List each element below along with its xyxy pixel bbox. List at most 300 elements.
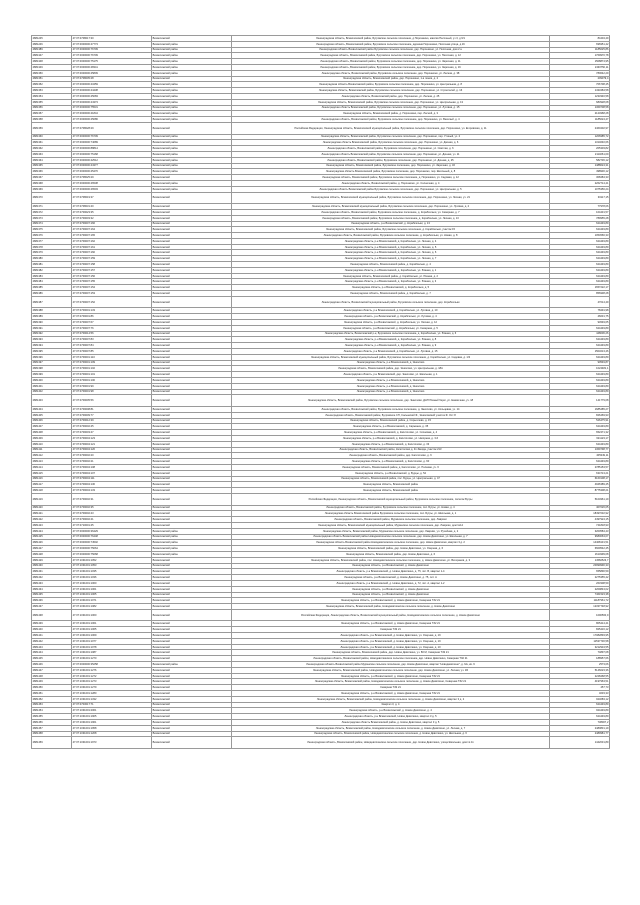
address: Ленинградская область, Всеволожский район, Мурмнское сельское поселение, дер. Лаврики xyxy=(232,517,550,523)
value: 825416,12 xyxy=(550,627,610,633)
value: 624449,89 xyxy=(550,250,610,256)
cadastral-number: 47:07:0000000:76709 xyxy=(72,134,152,140)
row-number: 2881360 xyxy=(32,134,72,140)
address: Ленинградская область, р-н Всеволожский, д. Новое Девяткино, д. 75, лит. В, квартал 1-4 xyxy=(232,569,550,575)
row-number: 2881368 xyxy=(32,180,72,186)
row-number: 2881361 xyxy=(32,140,72,146)
district: Всеволожский xyxy=(152,505,232,511)
row-number: 2881407 xyxy=(32,424,72,430)
row-number: 2881402 xyxy=(32,389,72,395)
row-number: 2881458 xyxy=(32,731,72,737)
cadastral-number: 47:07:0709004:121 xyxy=(72,441,152,447)
district: Всеволожский xyxy=(152,720,232,726)
row-number: 2881387 xyxy=(32,296,72,308)
row-number: 2881382 xyxy=(32,267,72,273)
cadastral-number: 47:07:1031001:2061 xyxy=(72,708,152,714)
district: Всеволожский xyxy=(152,76,232,82)
district: Всеволожский xyxy=(152,575,232,581)
district: Всеволожский район xyxy=(152,146,232,152)
value: 2209843,02 xyxy=(550,586,610,592)
value: 624449,89 xyxy=(550,372,610,378)
row-number: 2881367 xyxy=(32,175,72,181)
table-row xyxy=(32,122,610,134)
cadastral-number: 47:07:0709007:162 xyxy=(72,238,152,244)
row-number: 2881358 xyxy=(32,117,72,123)
cadastral-number: 47:07:0709007:84 xyxy=(72,343,152,349)
district: Всеволожский xyxy=(152,714,232,720)
address: Ленинградская область, р-н Всеволожский, д. Корабсельки, ул. Южная, д. 3 xyxy=(232,279,550,285)
value: 624449,89 xyxy=(550,702,610,708)
row-number: 2881415 xyxy=(32,470,72,476)
cadastral-number: 47:07:0709004:107 xyxy=(72,470,152,476)
address: Ленинградская область, Всеволожский район, Бугровское сельское поселение, д. Корабсельки, участок 15 xyxy=(232,227,550,233)
row-number: 2881442 xyxy=(32,638,72,644)
district: Всеволожский район xyxy=(152,41,232,47)
cadastral-number: 47:07:0709008:81 xyxy=(72,407,152,413)
district: Всеволожский xyxy=(152,308,232,314)
row-number: 2881353 xyxy=(32,88,72,94)
value: 624449,89 xyxy=(550,424,610,430)
district: Всеволожский район xyxy=(152,64,232,70)
address: Ленинградская область, р-н Всеволожский, д. Корабсельки, д. 13 xyxy=(232,221,550,227)
district: Всеволожский район xyxy=(152,528,232,534)
cadastral-number: 47:07:0709001:86 xyxy=(72,314,152,320)
value: 1206985,72 xyxy=(550,134,610,140)
row-number: 2881355 xyxy=(32,99,72,105)
address: Ленинградская область, р-н Всеволожский, д. Сарженка, д. 35 xyxy=(232,424,550,430)
address: Ленинградская область, Всеволожский район, Бугровское сельское поселение, д. Энколово, ул. Кольцевая, уч. 14 xyxy=(232,407,550,413)
value: 2124968,28 xyxy=(550,111,610,117)
value: 738007,2 xyxy=(550,720,610,726)
value: 624449,89 xyxy=(550,378,610,384)
address: Ленинградская область, Всеволожский район, Бугровское сельское поселение, дер. Порошкино, ул. Строителей, д. 16 xyxy=(232,88,550,94)
district: Всеволожский xyxy=(152,447,232,453)
address: Ленинградская область, Всеволожский район, Новодевяткинское сельское поселение, д. Новое Девяткино, ул. Школьная, д. 6 xyxy=(232,731,550,737)
address: Ленинградская область, Всеволожский район, пос. Бурцы, ул. Центральная, д. 47 xyxy=(232,476,550,482)
value: 2573,06 xyxy=(550,662,610,668)
cadastral-number: 47:07:0709007:85 xyxy=(72,349,152,355)
cadastral-number: 47:07:0709007:156 xyxy=(72,273,152,279)
row-number: 2881396 xyxy=(32,354,72,360)
address: Ленинградская область, р-н Всеволожский, д. Энколово xyxy=(232,378,550,384)
value: 624449,89 xyxy=(550,325,610,331)
address: Ленинградская область, р-н Всеволожский, д. Новое Девяткино, ул. Озерная, д. 10 xyxy=(232,644,550,650)
cadastral-number: 47:07:0709001:109 xyxy=(72,360,152,366)
cadastral-number: 47:07:1031001:1272 xyxy=(72,673,152,679)
address: Ленинградская область, р-н Всеволожский, д. Корабсельки, ул. Лесная, д. 12 xyxy=(232,320,550,326)
value: 856938,28 xyxy=(550,291,610,297)
value: 1233346,58 xyxy=(550,93,610,99)
address: Ленинградская область Всеволожский район Новодевяткинское сельское поселение, дер. Новое Девяткино, ул. Школьная, д. 7 xyxy=(232,534,550,540)
value: 1433484,58 xyxy=(550,88,610,94)
table-row xyxy=(32,296,610,308)
address: Ленинградская область, Всеволожский муниципальный район, Бугровское сельское поселение, дер. Порошкино, ул. Лесная, уч. 21 xyxy=(232,192,550,204)
row-number: 2881372 xyxy=(32,209,72,215)
district: Всеволожский район xyxy=(152,59,232,65)
table-row xyxy=(32,395,610,407)
district: Всеволожский xyxy=(152,192,232,204)
district: Всеволожский xyxy=(152,407,232,413)
address: Ленинградская область, р-н Всеволожский, д. Корабсельки, ул. Южная, д. 1 xyxy=(232,267,550,273)
row-number: 2881453 xyxy=(32,702,72,708)
address: Ленинградская область, р-н Всеволожский, д. Капитолово, ул. Сосновая, д. 4 xyxy=(232,430,550,436)
district: Всеволожский xyxy=(152,221,232,227)
value: 706708,45 xyxy=(550,82,610,88)
row-number: 2881421 xyxy=(32,511,72,517)
row-number: 2881457 xyxy=(32,725,72,731)
district: Всеволожский xyxy=(152,360,232,366)
row-number: 2881412 xyxy=(32,453,72,459)
district: Всеволожский xyxy=(152,122,232,134)
district: Всеволожский xyxy=(152,667,232,673)
row-number: 2881381 xyxy=(32,262,72,268)
row-number: 2881413 xyxy=(32,459,72,465)
cadastral-number: 47:07:0709002:35 xyxy=(72,505,152,511)
row-number: 2881445 xyxy=(32,656,72,662)
row-number: 2881408 xyxy=(32,430,72,436)
address: Ленинградская область Всеволожский район, д. Новое Девяткино, квартал 3 д. 5 xyxy=(232,720,550,726)
cadastral-number: 47:07:0709004:108 xyxy=(72,464,152,470)
row-number: 2881436 xyxy=(32,598,72,604)
row-number: 2881416 xyxy=(32,476,72,482)
address: Ленинградская область Всеволожский район Новодевяткинское сельское поселение, дер. Новое Девяткино, квартал 3 д. 2 xyxy=(232,540,550,546)
value: 624449,89 xyxy=(550,279,610,285)
district: Всеволожский xyxy=(152,430,232,436)
cadastral-number: 47:07:1031001:1035 xyxy=(72,569,152,575)
address: Ленинградская область, Всеволожский район, Бугровское поселение, дер. Порошкино, ул. Дачная, д. 25 xyxy=(232,157,550,163)
row-number: 2881438 xyxy=(32,609,72,621)
value: 1657222,17 xyxy=(550,285,610,291)
row-number: 2881393 xyxy=(32,337,72,343)
table-body xyxy=(32,36,610,749)
district: Всеволожский xyxy=(152,737,232,749)
district: Всеволожский xyxy=(152,383,232,389)
value: 2275355,42 xyxy=(550,575,610,581)
address: Ленинградская область, Всеволожский район, Бугровское сельское поселение, д.Порошкино, массив Песочный, уч 3, д 6/1 xyxy=(232,36,550,42)
cadastral-number: 47:07:1031001:1078 xyxy=(72,644,152,650)
cadastral-number: 47:07:1031001:1973 xyxy=(72,737,152,749)
value: 18497032,92 xyxy=(550,511,610,517)
cadastral-number: 47:07:0000000:45476 xyxy=(72,169,152,175)
row-number: 2881385 xyxy=(32,285,72,291)
address: Ленинградская область, р-н Всеволожский, д. Новое Девяткино, Северная ТЗ2 21 xyxy=(232,621,550,627)
district: Всеволожский xyxy=(152,522,232,528)
cadastral-number: 47:07:1031001:1061 xyxy=(72,586,152,592)
value: 263308,59 xyxy=(550,580,610,586)
address: Ленинградская область, Всеволожский район, Бугровское сельское поселение, дер. Порошкино, ул. Заречная, д. 11 xyxy=(232,59,550,65)
value: 1369708,58 xyxy=(550,105,610,111)
cadastral-number: 47:07:1031001:1061 xyxy=(72,621,152,627)
value: 5146023,36 xyxy=(550,667,610,673)
district: Всеволожский xyxy=(152,470,232,476)
row-number: 2881352 xyxy=(32,82,72,88)
value: 1185625,86 xyxy=(550,47,610,53)
address: Ленинградская область, Всеволожский район, д. Корабсельки, ул. Южная, д. 2 xyxy=(232,273,550,279)
document-page xyxy=(31,35,609,749)
value: 624449,89 xyxy=(550,256,610,262)
value: 655890,59 xyxy=(550,569,610,575)
address: Ленинградская область, Всеволожский район, дер. Энколово, ул. Центральная, д. 18А xyxy=(232,366,550,372)
cadastral-number: 47:07:0709007:160 xyxy=(72,250,152,256)
district: Всеволожский xyxy=(152,320,232,326)
district: Всеволожский район xyxy=(152,186,232,192)
cadastral-number: 47:07:0000000:45086 xyxy=(72,117,152,123)
row-number: 2881459 xyxy=(32,737,72,749)
value: 46631,75 xyxy=(550,314,610,320)
row-number: 2881437 xyxy=(32,604,72,610)
address: Ленинградская область, Всеволожский район, д. Капитолово, ул. Полевая, уч. 6 xyxy=(232,464,550,470)
cadastral-number: 47:07:0709002:21 xyxy=(72,459,152,465)
address: Ленинградская область, Всеволожский район, Бугровское сельское поселение, деревня Порошкино, Песочная улица, д.16 xyxy=(232,41,550,47)
value: 30117,15 xyxy=(550,192,610,204)
value: 1185624,47 xyxy=(550,117,610,123)
cadastral-number: 47:07:1031001:1077 xyxy=(72,638,152,644)
value: 624449,89 xyxy=(550,389,610,395)
address: Российская Федерация, Ленинградская область, Всеволожский муниципальный район, Бугровское сельское поселение, дер. Порошкино, ул. Егоровская, д. 11 xyxy=(232,122,550,134)
cadastral-number: 47:07:0708031:40 xyxy=(72,204,152,210)
row-number: 2881426 xyxy=(32,540,72,546)
cadastral-number: 47:07:0709007:67 xyxy=(72,320,152,326)
address: Ленинградская область Всеволожский район Мурмнское сельское поселение, дер. Новое Девяткино, квартал "Новодевяткино", д. 6/н, кв. 9 xyxy=(232,662,550,668)
address: Ленинградская область, Всеволожский район, дер. Новое Девяткино, уч. 80 М, Северная ТЗ2 21 xyxy=(232,650,550,656)
address: Ленинградская область, р-н Всеволожский, д. Капитолово, д. 60 xyxy=(232,459,550,465)
row-number: 2881245 xyxy=(32,36,72,42)
address: Ленинградская область, р-н Всеволожский, д. Бурцы, д. 54 xyxy=(232,470,550,476)
district: Всеволожский xyxy=(152,691,232,697)
address: Ленинградская область, Всеволожский район, Бугровское сельское поселение, д. Порошкино, ул. Садовая, д. 12 xyxy=(232,175,550,181)
district: Всеволожский xyxy=(152,418,232,424)
address: Ленинградская область Всеволожский район, Бугровское сельское поселение, дер. Порошкино, ул. Луговая, д. 15 xyxy=(232,105,550,111)
row-number: 2881450 xyxy=(32,685,72,691)
cadastral-number: 47:07:0000000:41844 xyxy=(72,111,152,117)
address: Ленинградская область, Всеволожский район, Новодевяткинское сельское поселение, дер. Новое Девяткино, ул. Лесная, уч. 1Б xyxy=(232,667,550,673)
value: 5104961,19 xyxy=(550,493,610,505)
value: 9680063,07 xyxy=(550,534,610,540)
district: Всеволожский xyxy=(152,586,232,592)
row-number: 2881439 xyxy=(32,621,72,627)
district: Всеволожский район xyxy=(152,82,232,88)
district: Всеволожский район xyxy=(152,105,232,111)
row-number: 2881380 xyxy=(32,256,72,262)
row-number: 2881444 xyxy=(32,650,72,656)
cadastral-number: 47:07:1031001:1065 xyxy=(72,627,152,633)
value: 308484,33 xyxy=(550,175,610,181)
address: Ленинградская область Всеволожский район, Бугровское сельское поселение, дер. Порошкино, ул. Центральная, д. 8 xyxy=(232,82,550,88)
value: 1442031,89 xyxy=(550,737,610,749)
value: 683928,08 xyxy=(550,99,610,105)
row-number: 2881425 xyxy=(32,534,72,540)
district: Всеволожский xyxy=(152,36,232,42)
cadastral-number: 47:07:0000000:45809 xyxy=(72,70,152,76)
table-row xyxy=(32,609,610,621)
value: 624449,89 xyxy=(550,221,610,227)
row-number: 2881351 xyxy=(32,76,72,82)
district: Всеволожский район xyxy=(152,662,232,668)
row-number: 2881419 xyxy=(32,493,72,505)
table-row xyxy=(32,737,610,749)
address: Ленинградская область Всеволожский район Бугровское сельское поселение, дер. Порошкино, ул. Центральная, д. 5 xyxy=(232,186,550,192)
cadastral-number: 47:07:0709023:35 xyxy=(72,209,152,215)
cadastral-number: 47:07:1031001:1905 xyxy=(72,714,152,720)
value: 3200584,43 xyxy=(550,528,610,534)
cadastral-number: 47:07:0709004:130 xyxy=(72,482,152,488)
address: Ленинградская область, р-н Всеволожский, д. Корабсельки, ул. Лесная, д. 5 xyxy=(232,244,550,250)
district: Всеволожский xyxy=(152,557,232,563)
district: Всеволожский xyxy=(152,656,232,662)
row-number: 2881384 xyxy=(32,279,72,285)
district: Всеволожский район xyxy=(152,157,232,163)
row-number: 2881392 xyxy=(32,331,72,337)
district: Всеволожский xyxy=(152,238,232,244)
cadastral-number: 47:07:1031001:1082 xyxy=(72,604,152,610)
district: Всеволожский xyxy=(152,482,232,488)
district: Всеволожский xyxy=(152,464,232,470)
district: Всеволожский xyxy=(152,621,232,627)
row-number: 2881379 xyxy=(32,250,72,256)
cadastral-number: 47:07:0000000:74502 xyxy=(72,540,152,546)
row-number: 2881357 xyxy=(32,111,72,117)
row-number: 2881400 xyxy=(32,378,72,384)
row-number: 2881395 xyxy=(32,349,72,355)
district: Всеволожский xyxy=(152,354,232,360)
address: Ленинградская область, Всеволожский район, пос. Новодевяткинское сельское поселение, д. Новое Девяткино, ул. Ветеранов, д. 3 xyxy=(232,557,550,563)
district: Всеволожский xyxy=(152,604,232,610)
address: Ленинградская область, Всеволожский район, дер. Новое Девяткино, д. 6 xyxy=(232,551,550,557)
district: Всеволожский xyxy=(152,488,232,494)
row-number: 2881434 xyxy=(32,586,72,592)
value: 14582523,7 xyxy=(550,557,610,563)
address: Ленинградская область, Всеволожский район, дер. Порошкино, 1-я линия, д. 2 xyxy=(232,76,550,82)
district: Всеволожский xyxy=(152,267,232,273)
cadastral-number: 47:07:0709007:165 xyxy=(72,233,152,239)
row-number: 2881454 xyxy=(32,708,72,714)
district: Всеволожский xyxy=(152,256,232,262)
value: 2430750,11 xyxy=(550,64,610,70)
row-number: 2881397 xyxy=(32,360,72,366)
district: Всеволожский xyxy=(152,378,232,384)
address: Ленинградская область, р-н Всеволожский, д. Корабсельки, ул. Лесная, д. 6 xyxy=(232,250,550,256)
value: 652471,32 xyxy=(550,430,610,436)
cadastral-number: 47:07:0709001:98 xyxy=(72,389,152,395)
address: Ленинградская область, р-н Всеволожский, д. Новое Девяткино, д. 75, лит. А xyxy=(232,575,550,581)
row-number: 2881389 xyxy=(32,314,72,320)
address: Ленинградская область, Всеволожский район, дер. Капитолово, д. 6 xyxy=(232,453,550,459)
table-row xyxy=(32,493,610,505)
district: Всеволожский район xyxy=(152,151,232,157)
address: Ленинградская область, Всеволожский район xyxy=(232,482,550,488)
address: Ленинградская область, Всеволожский район, Бугровское сельское поселение, дер. Порошкино, ул. Веселый, д. 4 xyxy=(232,117,550,123)
address: Ленинградская область, Всеволожский район, д. Сярьгелево, д. 15 xyxy=(232,418,550,424)
value: 3212934,55 xyxy=(550,644,610,650)
value: 582736,12 xyxy=(550,157,610,163)
value: 7461523,38 xyxy=(550,592,610,598)
address: Ленинградская область, р-н Всеволожский, д. Корабсельки, д. 5 xyxy=(232,285,550,291)
value: 624449,89 xyxy=(550,262,610,268)
district: Всеволожский xyxy=(152,638,232,644)
row-number: 2881411 xyxy=(32,447,72,453)
district: Всеволожский xyxy=(152,644,232,650)
value: 826469,93 xyxy=(550,412,610,418)
address: Ленинградская область, Всеволожский район, д. Корабсельки, д. 4 xyxy=(232,262,550,268)
district: Всеволожский xyxy=(152,331,232,337)
address: Ленинградская область, Всеволожский муниципальный район, Бугровское сельское поселение, дер. Корабсельки xyxy=(232,296,550,308)
address: Ленинградская область, Всеволожский район, Бугровское сельское поселение, дер. Порошкино, ул. Заречная, д. 16 xyxy=(232,64,550,70)
value: 74897,08 xyxy=(550,650,610,656)
cadastral-number: 47:07:0709007:157 xyxy=(72,267,152,273)
address: Ленинградская область, Всеволожский район, Бугровское сельское поселение, пос. Бугры, ул. Новая, д. 4 xyxy=(232,505,550,511)
row-number: 2881394 xyxy=(32,343,72,349)
cadastral-number: 47:07:0709001:133 xyxy=(72,308,152,314)
row-number: 2881452 xyxy=(32,696,72,702)
address: Ленинградская область, Всеволожский муниципальный район, Бугровское сельское поселение, дер. Порошкино, ул. Луговая, д. 2 xyxy=(232,204,550,210)
district: Всеволожский xyxy=(152,349,232,355)
cadastral-number: 47:07:0709002:43 xyxy=(72,511,152,517)
district: Всеволожский xyxy=(152,609,232,621)
address: Ленинградская область, Всеволожский район, Бугровское сельское поселение, дер. Порошкино, пер. Утиный, уч. 2 xyxy=(232,134,550,140)
value: 624449,89 xyxy=(550,459,610,465)
district: Всеволожский xyxy=(152,215,232,221)
cadastral-number: 47:07:1031001:1961 xyxy=(72,720,152,726)
row-number: 2881349 xyxy=(32,64,72,70)
row-number: 2881354 xyxy=(32,93,72,99)
row-number: 2881398 xyxy=(32,366,72,372)
district: Всеволожский xyxy=(152,262,232,268)
cadastral-number: 47:07:0709007:159 xyxy=(72,256,152,262)
address: Ленинградская область, р-н Всеволожский, д. Новое Девяткино xyxy=(232,563,550,569)
row-number: 2881373 xyxy=(32,215,72,221)
value: 1685485,27 xyxy=(550,407,610,413)
cadastral-number: 47:07:0000000:75531 xyxy=(72,105,152,111)
district: Всеволожский xyxy=(152,227,232,233)
row-number: 2881350 xyxy=(32,70,72,76)
value: 4197963,51 xyxy=(550,679,610,685)
row-number: 2881440 xyxy=(32,627,72,633)
cadastral-number: 47:07:1031001:1071 xyxy=(72,598,152,604)
cadastral-number: 47:07:0708017:30 xyxy=(72,36,152,42)
cadastral-number: 47:07:0709002:45 xyxy=(72,424,152,430)
value: 924683,12 xyxy=(550,696,610,702)
address: Ленинградская область, р-н Всеволожский, д. Новое Девяткино, д. 72, лит. А, квартал 1-2 xyxy=(232,580,550,586)
value: 1314640,66 xyxy=(550,140,610,146)
address: Ленинградская область, р-н Всеволожский, д. Капитолово, ул. Нагорная, д. 3-6 xyxy=(232,435,550,441)
row-number: 2881364 xyxy=(32,157,72,163)
cadastral-number: 47:07:0000000:47773 xyxy=(72,41,152,47)
value: 498930,12 xyxy=(550,169,610,175)
district: Всеволожский район xyxy=(152,53,232,59)
cadastral-number: 47:07:0709002:20 xyxy=(72,453,152,459)
value: 2460402,97 xyxy=(550,122,610,134)
row-number: 2881409 xyxy=(32,435,72,441)
address: Ленинградская область, р-н Всеволожский, д. Корабсельки, ул. Луговая, д. 4 xyxy=(232,314,550,320)
value: 4633,33 xyxy=(550,691,610,697)
cadastral-number: 47:07:0709007:158 xyxy=(72,262,152,268)
row-number: 2881433 xyxy=(32,580,72,586)
row-number: 2881399 xyxy=(32,372,72,378)
cadastral-number: 47:07:0708025:29 xyxy=(72,175,152,181)
value: 78491,98 xyxy=(550,308,610,314)
district: Всеволожский xyxy=(152,563,232,569)
address: Российская Федерация, Ленинградская область, Всеволожский муниципальный район, Бугровское сельское поселение, поселок Бугры xyxy=(232,493,550,505)
value: 104431,57 xyxy=(550,209,610,215)
district: Всеволожский xyxy=(152,598,232,604)
address: Ленинградская область, Всеволожский район, дер. Порошкино, ул. Лесная, д. 25 xyxy=(232,93,550,99)
cadastral-number: 47:07:0709004:120 xyxy=(72,447,152,453)
address: Ленинградская область, Всеволожский район, Бугровское поселение, дер. Порошкино, ул. Заречная, д. 32 xyxy=(232,163,550,169)
cadastral-number: 47:07:1031001:1060 xyxy=(72,580,152,586)
address: Ленинградская область, Всеволожский район, Новодевяткинское сельское поселение, д. Новое Девяткино xyxy=(232,604,550,610)
district: Всеволожский xyxy=(152,493,232,505)
address: Ленинградская область Всеволожский район Бугровское сельское поселение, пос. Бугры, ул. Школьная, д. 1 xyxy=(232,511,550,517)
